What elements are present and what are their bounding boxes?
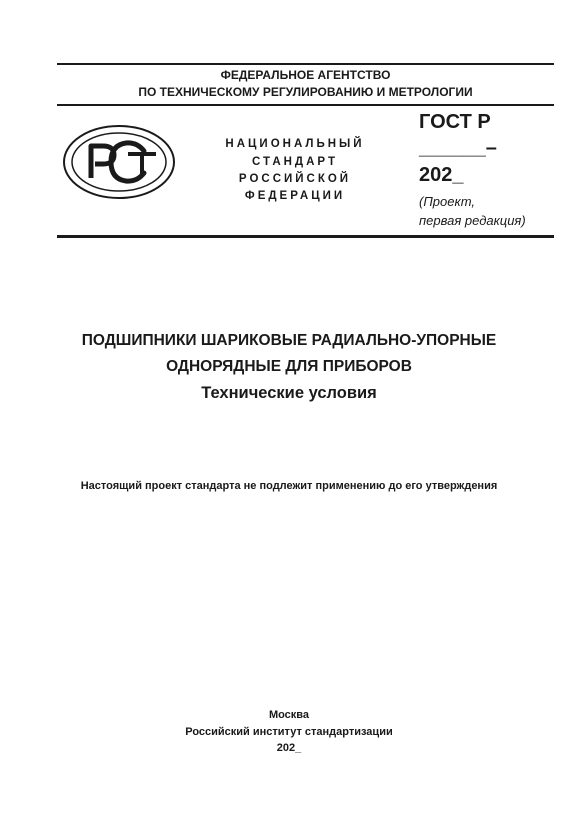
draft-status: (Проект, xyxy=(419,194,476,209)
draft-notice: Настоящий проект стандарта не подлежит применению до его утверждения xyxy=(80,480,498,492)
agency-name-line1: ФЕДЕРАЛЬНОЕ АГЕНТСТВО xyxy=(220,68,391,82)
standard-type-line3: РОССИЙСКОЙ xyxy=(238,173,352,185)
document-title-line1: ПОДШИПНИКИ ШАРИКОВЫЕ РАДИАЛЬНО-УПОРНЫЕ xyxy=(81,332,497,349)
imprint-publisher: Российский институт стандартизации xyxy=(185,726,393,738)
top-rule xyxy=(57,63,554,65)
header-rule xyxy=(57,104,554,106)
draft-edition: первая редакция) xyxy=(419,213,526,228)
standard-type-line4: ФЕДЕРАЦИИ xyxy=(244,190,346,202)
standard-type-line1: НАЦИОНАЛЬНЫЙ xyxy=(225,138,365,150)
standard-type-line2: СТАНДАРТ xyxy=(252,156,338,168)
gost-designation: ГОСТ Р xyxy=(419,111,491,133)
document-title-line2: ОДНОРЯДНЫЕ ДЛЯ ПРИБОРОВ xyxy=(166,358,412,375)
document-subtitle: Технические условия xyxy=(201,384,377,402)
gost-number-placeholder: ______– xyxy=(419,137,497,159)
agency-name-line2: ПО ТЕХНИЧЕСКОМУ РЕГУЛИРОВАНИЮ И МЕТРОЛОГИИ xyxy=(138,85,473,99)
gost-year: 202_ xyxy=(419,164,464,186)
imprint-year: 202_ xyxy=(276,742,302,754)
imprint-city: Москва xyxy=(268,709,310,721)
rst-emblem-icon xyxy=(62,124,176,200)
header-bottom-rule xyxy=(57,235,554,238)
